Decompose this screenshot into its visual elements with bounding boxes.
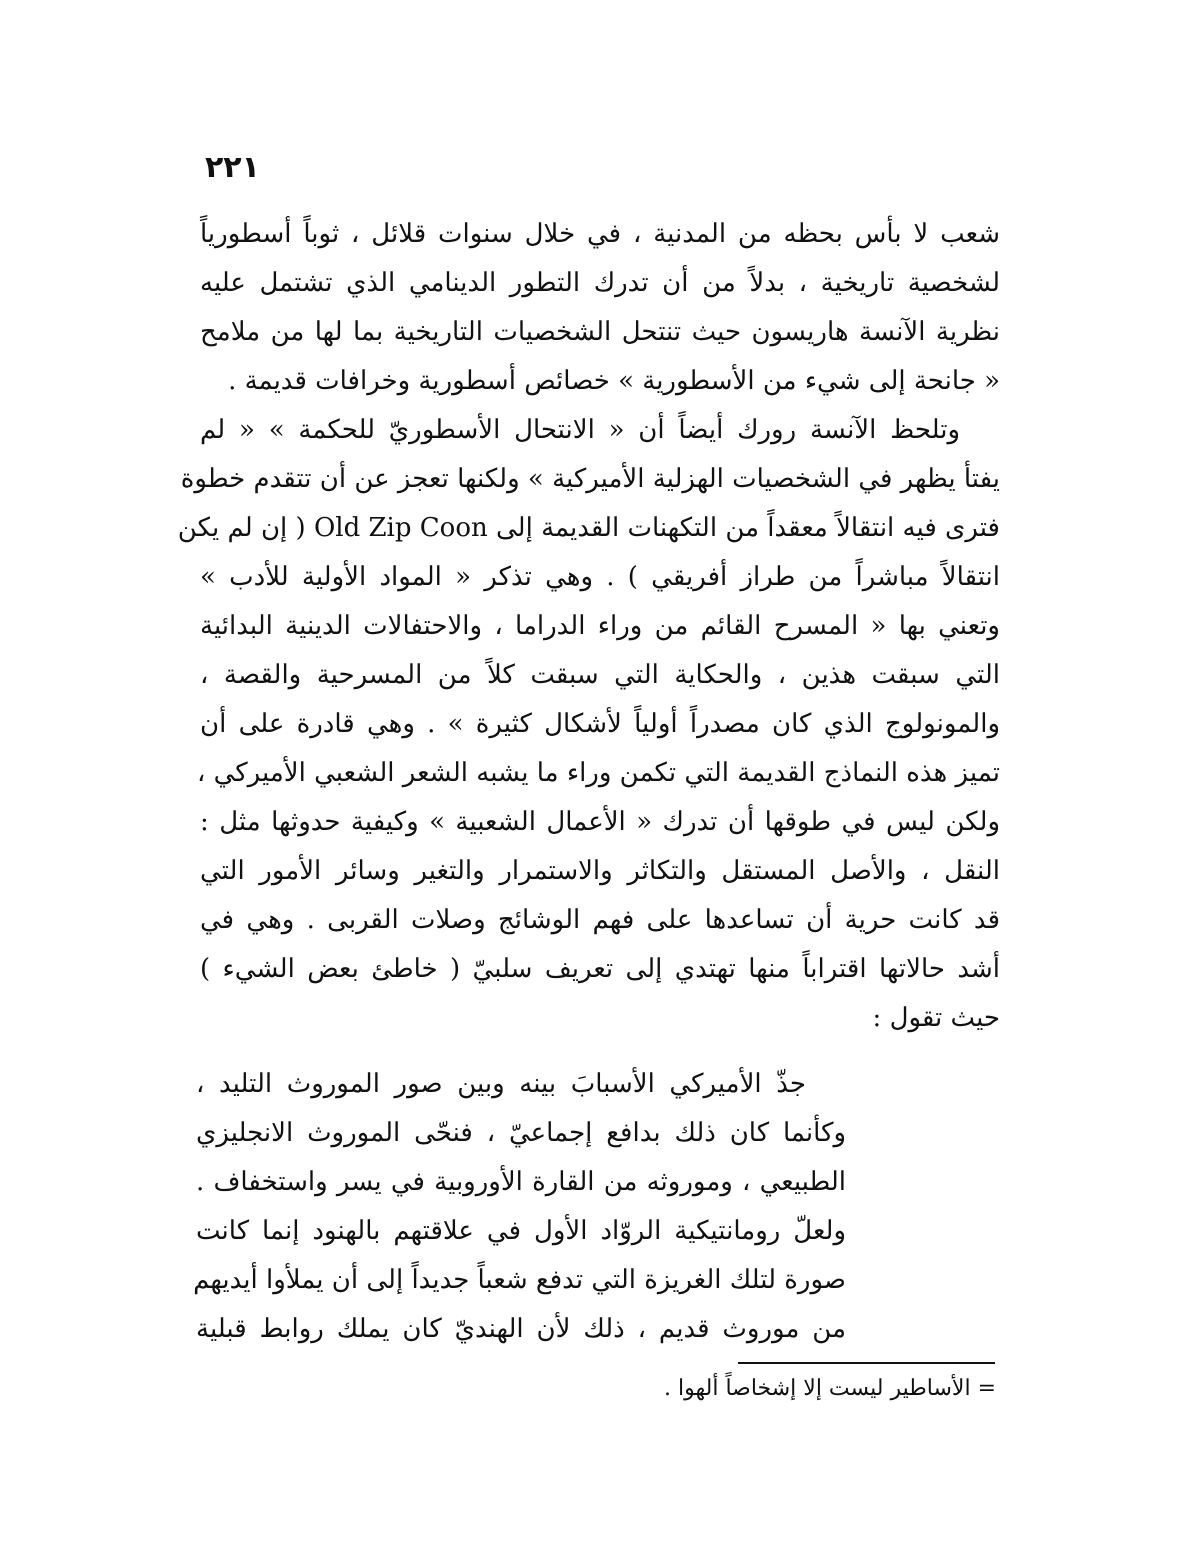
body-line: أشد حالاتها اقتراباً منها تهتدي إلى تعريف سلبيّ ( خاطئ بعض الشيء ) bbox=[200, 954, 1000, 984]
body-line: شعب لا بأس بحظه من المدنية ، في خلال سنوات قلائل ، ثوباً أسطورياً bbox=[200, 219, 1000, 249]
block-quote bbox=[193, 1060, 846, 1354]
quote-line: وكأنما كان ذلك بدافع إجماعيّ ، فنحّى الموروث الانجليزي bbox=[196, 1118, 846, 1148]
body-line: تميز هذه النماذج القديمة التي تكمن وراء ما يشبه الشعر الشعبي الأميركي ، bbox=[196, 758, 1000, 788]
body-line: حيث تقول : bbox=[872, 1003, 1000, 1033]
body-line: وتعني بها « المسرح القائم من وراء الدراما ، والاحتفالات الدينية البدائية bbox=[200, 611, 1000, 641]
footnote-divider bbox=[738, 1362, 995, 1364]
page-number: ٢٢١ bbox=[205, 150, 260, 185]
body-line: النقل ، والأصل المستقل والتكاثر والاستمرار والتغير وسائر الأمور التي bbox=[200, 856, 1000, 886]
body-line: يفتأ يظهر في الشخصيات الهزلية الأميركية » ولكنها تعجز عن أن تتقدم خطوة bbox=[180, 464, 1000, 494]
body-line: « جانحة إلى شيء من الأسطورية » خصائص أسطورية وخرافات قديمة . bbox=[228, 366, 1000, 396]
body-line: انتقالاً مباشراً من طراز أفريقي ) . وهي تذكر « المواد الأولية للأدب » bbox=[200, 562, 1000, 592]
body-line: قد كانت حرية أن تساعدها على فهم الوشائج وصلات القربى . وهي في bbox=[200, 905, 1000, 935]
body-line: فترى فيه انتقالاً معقداً من التكهنات القديمة إلى Old Zip Coon ( إن لم يكن bbox=[177, 513, 1000, 543]
quote-line: من موروث قديم ، ذلك لأن الهنديّ كان يملك روابط قبلية bbox=[196, 1314, 846, 1344]
body-line: نظرية الآنسة هاريسون حيث تنتحل الشخصيات التاريخية بما لها من ملامح bbox=[200, 317, 1000, 347]
body-line: وتلحظ الآنسة رورك أيضاً أن « الانتحال الأسطوريّ للحكمة » « لم bbox=[200, 415, 960, 445]
body-line: التي سبقت هذين ، والحكاية التي سبقت كلاً من المسرحية والقصة ، bbox=[200, 660, 1000, 690]
body-line: ولكن ليس في طوقها أن تدرك « الأعمال الشعبية » وكيفية حدوثها مثل : bbox=[200, 807, 1000, 837]
quote-line: صورة لتلك الغريزة التي تدفع شعباً جديداً إلى أن يملأوا أيديهم bbox=[193, 1265, 846, 1295]
quote-line: ولعلّ رومانتيكية الروّاد الأول في علاقتهم بالهنود إنما كانت bbox=[196, 1216, 846, 1246]
main-body-text bbox=[177, 210, 1000, 1043]
quote-line: جذّ الأميركي الأسبابَ بينه وبين صور الموروث التليد ، bbox=[196, 1069, 806, 1099]
body-line: والمونولوج الذي كان مصدراً أولياً لأشكال كثيرة » . وهي قادرة على أن bbox=[200, 709, 1000, 739]
quote-line: الطبيعي ، وموروثه من القارة الأوروبية في يسر واستخفاف . bbox=[196, 1167, 846, 1197]
body-line: لشخصية تاريخية ، بدلاً من أن تدرك التطور الدينامي الذي تشتمل عليه bbox=[200, 268, 1000, 298]
footnote: = الأساطير ليست إلا إشخاصاً ألهوا . bbox=[664, 1376, 996, 1401]
